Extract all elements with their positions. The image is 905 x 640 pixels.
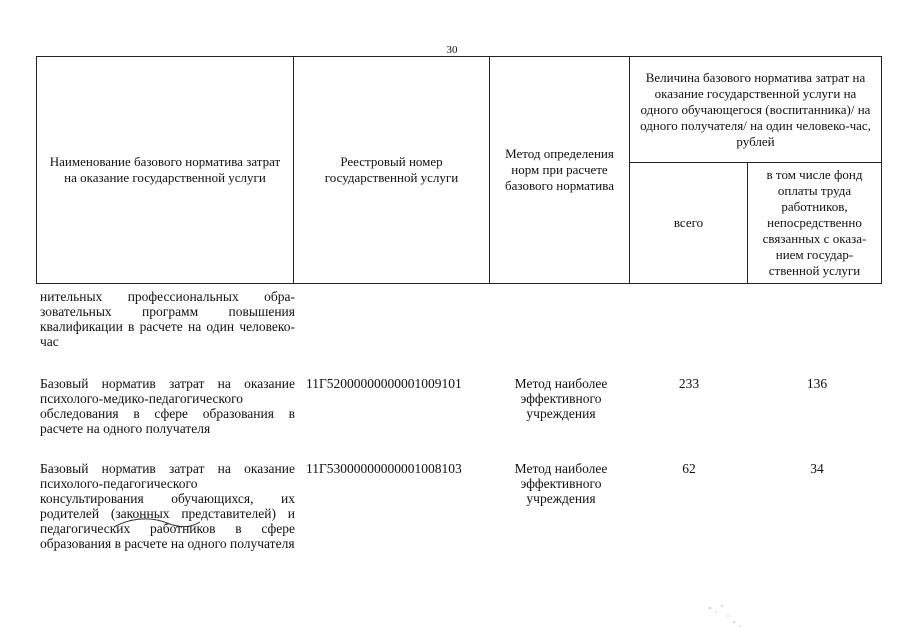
header-registry: Реестровый номер государственной услуги [324, 154, 459, 185]
header-total: всего [673, 215, 704, 230]
header-method: Метод определения норм при расчете базового норматива [505, 146, 614, 193]
header-fund: в том числе фонд оплаты труда работников, непосредственно связанных с оказа-нием государ-ственной услуги [762, 167, 867, 278]
row-fund: 136 [806, 376, 828, 391]
header-value-group: Величина базового норматива затрат на оказание государственной услуги на одного обучающегося (воспитанника)/ на одного получателя/ на один человеко-час, рублей [640, 69, 871, 149]
page-number: 30 [446, 44, 458, 56]
row-name: Базовый норматив затрат на оказание психолого-медико-педагогического обследования в сфере образования в расчете на одного получателя [40, 376, 295, 436]
table-header [36, 56, 882, 284]
row-total: 62 [682, 461, 696, 476]
row-fund: 34 [810, 461, 824, 476]
signature-squiggle [112, 515, 202, 531]
scan-speckle [700, 600, 750, 630]
row-name: Базовый норматив затрат на оказание психолого-педагогического консультирования обучающихся, их родителей (законных представителей) и педагогических работников в сфере образования в расчете на одного получателя [40, 461, 295, 551]
row-method: Метод наиболее эффективного учреждения [514, 376, 608, 421]
row-method: Метод наиболее эффективного учреждения [514, 461, 608, 506]
header-name: Наименование базового норматива затрат на оказание государственной услуги [49, 154, 281, 185]
row-registry: 11Г53000000000001008103 [306, 461, 462, 476]
row-total: 233 [678, 376, 700, 391]
continuation-text: нительных профессиональных обра-зовательных программ повышения квалификации в расчете на один человеко-час [40, 289, 295, 349]
row-registry: 11Г52000000000001009101 [306, 376, 462, 391]
